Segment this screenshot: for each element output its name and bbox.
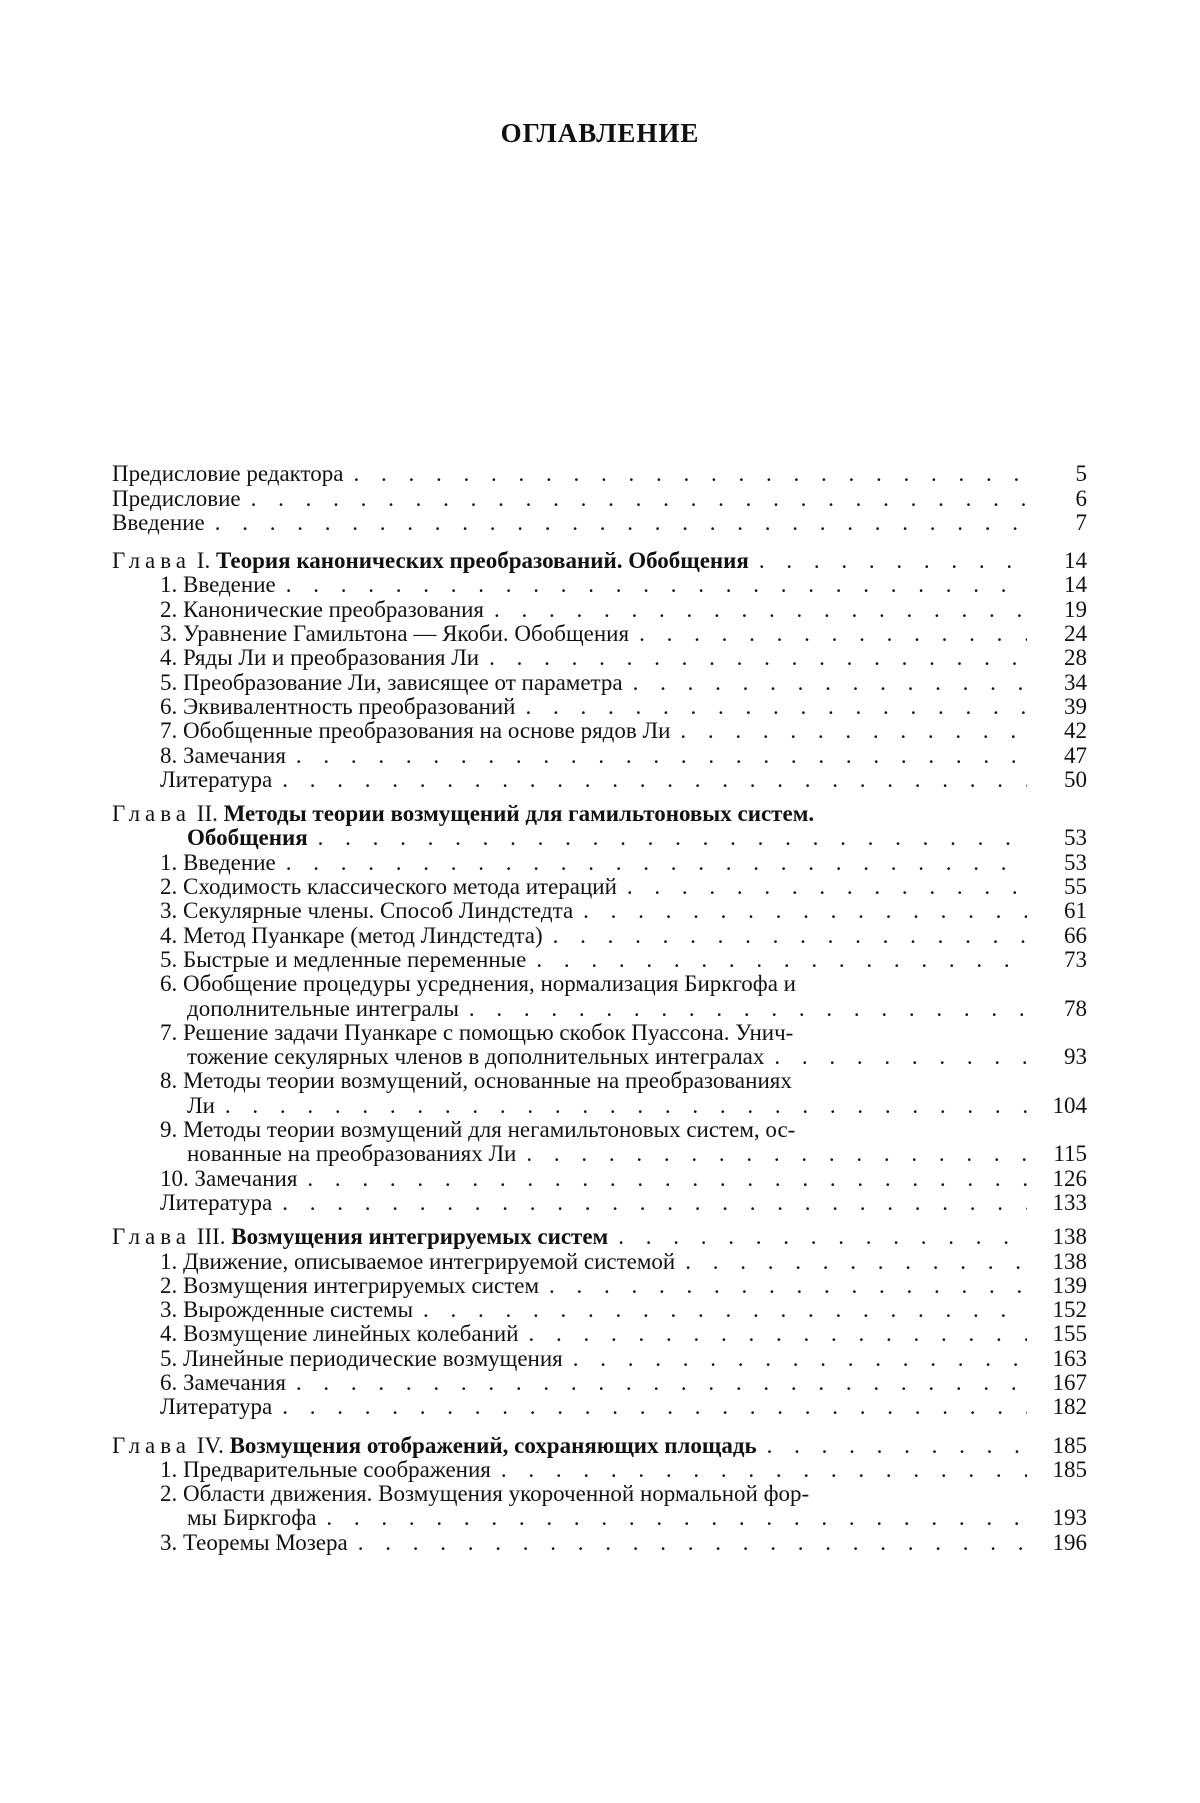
- toc-entry-page: 133: [1052, 1189, 1087, 1215]
- toc-entry-page: 185: [1052, 1456, 1087, 1482]
- leader-dots: [543, 924, 1027, 948]
- toc-entry-label: 8. Замечания: [160, 742, 286, 768]
- toc-entry[interactable]: [112, 768, 1087, 792]
- chapter-number: III.: [196, 1224, 226, 1250]
- toc-entry-page: 73: [1064, 946, 1087, 972]
- toc-entry[interactable]: [112, 948, 1087, 972]
- toc-entry[interactable]: [112, 1191, 1087, 1215]
- chapter-word: Глава: [112, 1432, 192, 1458]
- toc-entry-label: 4. Ряды Ли и преобразования Ли: [160, 645, 480, 671]
- leader-dots: [484, 598, 1027, 622]
- table-of-contents: [112, 462, 1087, 1555]
- leader-dots: [276, 573, 1027, 597]
- toc-entry-label: Предисловие: [112, 485, 241, 511]
- toc-entry[interactable]: [112, 1166, 1087, 1190]
- chapter-word: Глава: [112, 1224, 192, 1250]
- chapter-page: 138: [1052, 1224, 1087, 1250]
- leader-dots: [749, 549, 1027, 573]
- toc-entry-label: Предисловие редактора: [112, 461, 344, 487]
- leader-dots: [272, 1191, 1027, 1215]
- toc-entry-label: 1. Движение, описываемое интегрируемой системой: [160, 1248, 676, 1274]
- leader-dots: [348, 1531, 1027, 1555]
- toc-entry-label: 1. Предварительные соображения: [160, 1456, 491, 1482]
- toc-entry-label-line1: 6. Обобщение процедуры усреднения, нормализация Биркгофа и: [160, 971, 796, 997]
- toc-entry[interactable]: [112, 695, 1087, 719]
- toc-entry-page: 7: [1075, 509, 1087, 535]
- leader-dots: [308, 826, 1027, 850]
- leader-dots: [491, 1458, 1027, 1482]
- chapter-heading[interactable]: [112, 549, 1087, 573]
- page-title: ОГЛАВЛЕНИЕ: [500, 118, 700, 148]
- leader-dots: [629, 622, 1027, 646]
- toc-entry-page: 182: [1052, 1394, 1087, 1420]
- toc-entry-label: Литература: [160, 1189, 273, 1215]
- toc-entry-page: 55: [1064, 874, 1087, 900]
- leader-dots: [526, 948, 1027, 972]
- toc-entry[interactable]: [112, 646, 1087, 670]
- toc-entry[interactable]: [112, 1274, 1087, 1298]
- toc-entry[interactable]: [112, 1069, 1087, 1093]
- leader-dots: [215, 1094, 1027, 1118]
- toc-entry-label: 10. Замечания: [160, 1165, 298, 1191]
- leader-dots: [479, 646, 1027, 670]
- toc-entry[interactable]: [112, 1118, 1087, 1142]
- toc-entry-label: 2. Канонические преобразования: [160, 596, 485, 622]
- toc-entry[interactable]: [112, 486, 1087, 510]
- toc-entry-label: 7. Обобщенные преобразования на основе рядов Ли: [160, 718, 671, 744]
- toc-entry-continued[interactable]: [112, 996, 1087, 1020]
- toc-entry-label: Введение: [112, 509, 205, 535]
- toc-entry-page: 6: [1075, 485, 1087, 511]
- toc-entry[interactable]: [112, 670, 1087, 694]
- toc-entry[interactable]: [112, 923, 1087, 947]
- toc-entry[interactable]: [112, 1458, 1087, 1482]
- toc-entry-label-line2: дополнительные интегралы: [187, 995, 459, 1021]
- toc-entry-label: Литература: [160, 766, 273, 792]
- toc-entry[interactable]: [112, 622, 1087, 646]
- toc-entry-page: 53: [1064, 849, 1087, 875]
- leader-dots: [241, 487, 1027, 511]
- leader-dots: [205, 511, 1027, 535]
- leader-dots: [764, 1045, 1027, 1069]
- toc-entry-label: 4. Метод Пуанкаре (метод Линдстедта): [160, 922, 543, 948]
- leader-dots: [343, 462, 1027, 486]
- toc-entry-label: 3. Теоремы Мозера: [160, 1529, 348, 1555]
- toc-entry-label-line2: нованные на преобразованиях Ли: [187, 1141, 517, 1167]
- toc-entry-continued[interactable]: [112, 1093, 1087, 1117]
- toc-entry-page: 163: [1052, 1345, 1087, 1371]
- leader-dots: [286, 744, 1027, 768]
- leader-dots: [413, 1298, 1027, 1322]
- toc-entry-label: 5. Преобразование Ли, зависящее от параметра: [160, 669, 623, 695]
- chapter-number: II.: [196, 801, 218, 827]
- toc-entry-label: 5. Быстрые и медленные переменные: [160, 946, 527, 972]
- toc-entry-page: 78: [1064, 995, 1087, 1021]
- toc-entry-page: 115: [1053, 1141, 1087, 1167]
- toc-entry[interactable]: [112, 1249, 1087, 1273]
- toc-entry[interactable]: [112, 743, 1087, 767]
- toc-entry-page: 39: [1064, 693, 1087, 719]
- toc-entry-page: 126: [1052, 1165, 1087, 1191]
- toc-entry-page: 42: [1064, 718, 1087, 744]
- leader-dots: [516, 695, 1028, 719]
- leader-dots: [286, 1371, 1027, 1395]
- toc-entry-page: 14: [1064, 572, 1087, 598]
- toc-entry-page: 155: [1052, 1321, 1087, 1347]
- chapter-title: Возмущения отображений, сохраняющих площадь: [229, 1432, 757, 1458]
- toc-entry-label: 5. Линейные периодические возмущения: [160, 1345, 563, 1371]
- toc-entry-label: 3. Уравнение Гамильтона — Якоби. Обобщения: [160, 621, 630, 647]
- toc-entry-label: 4. Возмущение линейных колебаний: [160, 1321, 519, 1347]
- chapter-title-continued: Обобщения: [187, 825, 308, 851]
- leader-dots: [670, 719, 1027, 743]
- toc-entry-page: 104: [1052, 1092, 1087, 1118]
- toc-entry[interactable]: [112, 850, 1087, 874]
- toc-entry-page: 93: [1064, 1044, 1087, 1070]
- chapter-heading[interactable]: [112, 1433, 1087, 1457]
- chapter-title: Возмущения интегрируемых систем: [231, 1224, 609, 1250]
- toc-entry-page: 61: [1064, 898, 1087, 924]
- chapter-word: Глава: [112, 548, 192, 574]
- toc-entry-label: Литература: [160, 1394, 273, 1420]
- toc-entry-page: 196: [1052, 1529, 1087, 1555]
- toc-entry-label: 2. Сходимость классического метода итераций: [160, 874, 617, 900]
- toc-entry-label-line1: 8. Методы теории возмущений, основанные на преобразованиях: [160, 1068, 792, 1094]
- toc-entry-continued[interactable]: [112, 1142, 1087, 1166]
- toc-entry-page: 167: [1052, 1369, 1087, 1395]
- toc-entry-label: 6. Замечания: [160, 1369, 286, 1395]
- toc-entry-page: 152: [1052, 1297, 1087, 1323]
- leader-dots: [276, 851, 1027, 875]
- toc-entry-label: 1. Введение: [160, 572, 276, 598]
- toc-entry-page: 24: [1064, 621, 1087, 647]
- toc-entry-label-line2: Ли: [187, 1092, 215, 1118]
- toc-entry-page: 138: [1052, 1248, 1087, 1274]
- leader-dots: [316, 1506, 1027, 1530]
- toc-entry-page: 19: [1064, 596, 1087, 622]
- leader-dots: [608, 1225, 1027, 1249]
- toc-entry[interactable]: [112, 1395, 1087, 1419]
- chapter-page: 185: [1052, 1432, 1087, 1458]
- toc-entry-page: 47: [1064, 742, 1087, 768]
- leader-dots: [617, 875, 1027, 899]
- chapter-heading[interactable]: [112, 1225, 1087, 1249]
- toc-entry-label: 2. Возмущения интегрируемых систем: [160, 1272, 540, 1298]
- toc-entry-continued[interactable]: [112, 1045, 1087, 1069]
- toc-entry-page: 5: [1075, 461, 1087, 487]
- toc-entry[interactable]: [112, 1298, 1087, 1322]
- leader-dots: [297, 1167, 1027, 1191]
- toc-entry-label: 1. Введение: [160, 849, 276, 875]
- chapter-number: IV.: [196, 1432, 224, 1458]
- toc-entry-label: 6. Эквивалентность преобразований: [160, 693, 516, 719]
- toc-entry[interactable]: [112, 1021, 1087, 1045]
- toc-entry[interactable]: [112, 597, 1087, 621]
- toc-entry-page: 34: [1064, 669, 1087, 695]
- leader-dots: [563, 1347, 1027, 1371]
- toc-entry-label: 3. Вырожденные системы: [160, 1297, 414, 1323]
- toc-entry-page: 50: [1064, 766, 1087, 792]
- toc-entry-label-line2: мы Биркгофа: [187, 1505, 317, 1531]
- toc-entry-page: 28: [1064, 645, 1087, 671]
- chapter-title: Методы теории возмущений для гамильтоновых систем.: [223, 801, 815, 827]
- toc-entry-label-line2: тожение секулярных членов в дополнительных интегралах: [187, 1044, 765, 1070]
- toc-entry[interactable]: [112, 573, 1087, 597]
- toc-entry[interactable]: [112, 875, 1087, 899]
- toc-entry[interactable]: [112, 1322, 1087, 1346]
- toc-entry-continued[interactable]: [112, 1506, 1087, 1530]
- chapter-page: 53: [1064, 825, 1087, 851]
- leader-dots: [757, 1434, 1027, 1458]
- toc-entry[interactable]: [112, 511, 1087, 535]
- toc-entry-page: 193: [1052, 1505, 1087, 1531]
- leader-dots: [675, 1250, 1027, 1274]
- leader-dots: [519, 1322, 1028, 1346]
- toc-entry[interactable]: [112, 1530, 1087, 1554]
- toc-entry[interactable]: [112, 972, 1087, 996]
- toc-entry[interactable]: [112, 1482, 1087, 1506]
- toc-entry[interactable]: [112, 899, 1087, 923]
- chapter-heading[interactable]: [112, 802, 1087, 826]
- chapter-word: Глава: [112, 801, 192, 827]
- toc-entry-page: 66: [1064, 922, 1087, 948]
- leader-dots: [459, 997, 1027, 1021]
- chapter-heading-continued[interactable]: [112, 826, 1087, 850]
- toc-entry-page: 139: [1052, 1272, 1087, 1298]
- leader-dots: [272, 1395, 1027, 1419]
- chapter-page: 14: [1064, 548, 1087, 574]
- leader-dots: [516, 1142, 1027, 1166]
- toc-entry[interactable]: [112, 462, 1087, 486]
- chapter-title: Теория канонических преобразований. Обобщения: [215, 548, 749, 574]
- toc-entry[interactable]: [112, 719, 1087, 743]
- toc-entry-label: 3. Секулярные члены. Способ Линдстедта: [160, 898, 574, 924]
- chapter-number: I.: [196, 548, 211, 574]
- toc-entry[interactable]: [112, 1371, 1087, 1395]
- leader-dots: [272, 768, 1027, 792]
- leader-dots: [623, 671, 1027, 695]
- leader-dots: [573, 899, 1027, 923]
- toc-entry-label-line1: 9. Методы теории возмущений для негамильтоновых систем, ос-: [160, 1117, 796, 1143]
- leader-dots: [539, 1274, 1027, 1298]
- toc-entry[interactable]: [112, 1346, 1087, 1370]
- toc-entry-label-line1: 2. Области движения. Возмущения укороченной нормальной фор-: [160, 1481, 810, 1507]
- toc-entry-label-line1: 7. Решение задачи Пуанкаре с помощью скобок Пуассона. Унич-: [160, 1019, 794, 1045]
